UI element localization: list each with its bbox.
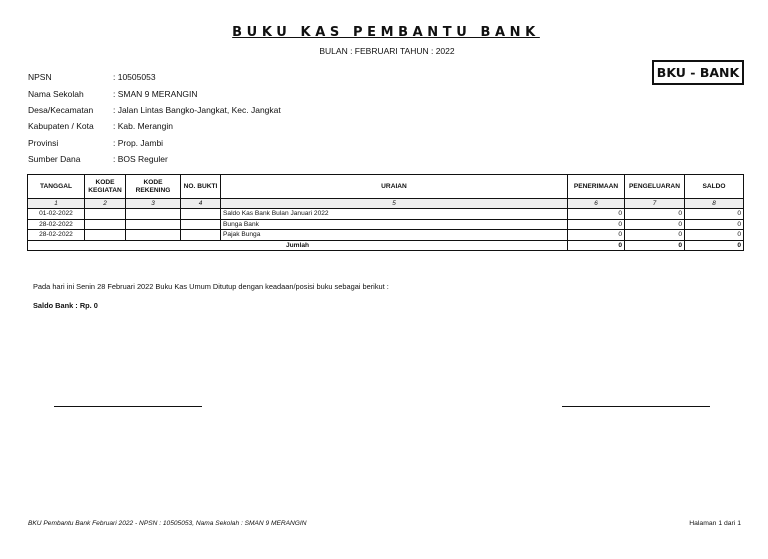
column-header-kode-kegiatan: KODE KEGIATAN <box>85 175 126 199</box>
document-subtitle: BULAN : FEBRUARI TAHUN : 2022 <box>319 46 455 56</box>
cell-pengeluaran: 0 <box>625 209 685 220</box>
cell-pengeluaran: 0 <box>625 219 685 230</box>
cell-no-bukti <box>181 209 221 220</box>
info-row-desa-kecamatan <box>28 102 281 118</box>
column-header-saldo: SALDO <box>685 175 744 199</box>
total-pengeluaran: 0 <box>625 240 685 251</box>
info-label: Nama Sekolah <box>28 88 84 99</box>
column-header-no-bukti: NO. BUKTI <box>181 175 221 199</box>
table-row <box>28 209 744 220</box>
cell-kode-kegiatan <box>85 219 126 230</box>
cell-kode-kegiatan <box>85 209 126 220</box>
cell-tanggal: 28-02-2022 <box>28 230 85 241</box>
info-value: : Prop. Jambi <box>113 137 164 148</box>
cell-pengeluaran: 0 <box>625 230 685 241</box>
info-row-kabupaten <box>28 118 281 134</box>
total-label: Jumlah <box>28 240 568 251</box>
cell-no-bukti <box>181 219 221 230</box>
cell-kode-rekening <box>126 230 181 241</box>
info-label: Kabupaten / Kota <box>28 121 94 132</box>
closing-statement: Pada hari ini Senin 28 Februari 2022 Buku Kas Umum Ditutup dengan keadaan/posisi buku sebagai berikut : <box>33 282 389 291</box>
cell-saldo: 0 <box>685 230 744 241</box>
column-number: 7 <box>625 199 685 209</box>
column-header-uraian: URAIAN <box>221 175 568 199</box>
cell-tanggal: 01-02-2022 <box>28 209 85 220</box>
footer-page-number: Halaman 1 dari 1 <box>689 520 741 527</box>
cell-penerimaan: 0 <box>568 230 625 241</box>
info-value: : SMAN 9 MERANGIN <box>113 88 198 99</box>
document-title: BUKU KAS PEMBANTU BANK <box>232 25 540 40</box>
column-header-penerimaan: PENERIMAAN <box>568 175 625 199</box>
info-value: : 10505053 <box>113 72 156 83</box>
info-label: NPSN <box>28 72 52 83</box>
info-row-npsn <box>28 69 281 85</box>
info-row-nama-sekolah <box>28 85 281 101</box>
signature-line-right <box>562 406 710 407</box>
table-row <box>28 219 744 230</box>
column-number: 8 <box>685 199 744 209</box>
column-number: 3 <box>126 199 181 209</box>
cell-uraian: Saldo Kas Bank Bulan Januari 2022 <box>221 209 568 220</box>
column-number: 2 <box>85 199 126 209</box>
info-value: : BOS Reguler <box>113 154 168 165</box>
cell-kode-rekening <box>126 209 181 220</box>
info-label: Sumber Dana <box>28 154 81 165</box>
saldo-bank: Saldo Bank : Rp. 0 <box>33 301 98 310</box>
cell-kode-rekening <box>126 219 181 230</box>
column-header-tanggal: TANGGAL <box>28 175 85 199</box>
table-row <box>28 230 744 241</box>
bku-bank-badge: BKU - BANK <box>652 60 744 85</box>
info-label: Provinsi <box>28 137 59 148</box>
cell-penerimaan: 0 <box>568 209 625 220</box>
total-row <box>28 240 744 251</box>
school-info <box>28 69 281 167</box>
column-number: 4 <box>181 199 221 209</box>
info-label: Desa/Kecamatan <box>28 104 94 115</box>
info-value: : Kab. Merangin <box>113 121 174 132</box>
info-value: : Jalan Lintas Bangko-Jangkat, Kec. Jangkat <box>113 104 281 115</box>
column-header-pengeluaran: PENGELUARAN <box>625 175 685 199</box>
cell-kode-kegiatan <box>85 230 126 241</box>
ledger-table <box>27 174 744 251</box>
cell-no-bukti <box>181 230 221 241</box>
column-number: 5 <box>221 199 568 209</box>
column-header-kode-rekening: KODE REKENING <box>126 175 181 199</box>
cell-uraian: Pajak Bunga <box>221 230 568 241</box>
cell-tanggal: 28-02-2022 <box>28 219 85 230</box>
cell-uraian: Bunga Bank <box>221 219 568 230</box>
column-number: 1 <box>28 199 85 209</box>
cell-saldo: 0 <box>685 209 744 220</box>
signature-line-left <box>54 406 202 407</box>
cell-saldo: 0 <box>685 219 744 230</box>
cell-penerimaan: 0 <box>568 219 625 230</box>
column-number: 6 <box>568 199 625 209</box>
info-row-sumber-dana <box>28 151 281 167</box>
footer-document-info: BKU Pembantu Bank Februari 2022 - NPSN : 10505053, Nama Sekolah : SMAN 9 MERANGIN <box>28 520 307 527</box>
info-row-provinsi <box>28 135 281 151</box>
total-penerimaan: 0 <box>568 240 625 251</box>
total-saldo: 0 <box>685 240 744 251</box>
